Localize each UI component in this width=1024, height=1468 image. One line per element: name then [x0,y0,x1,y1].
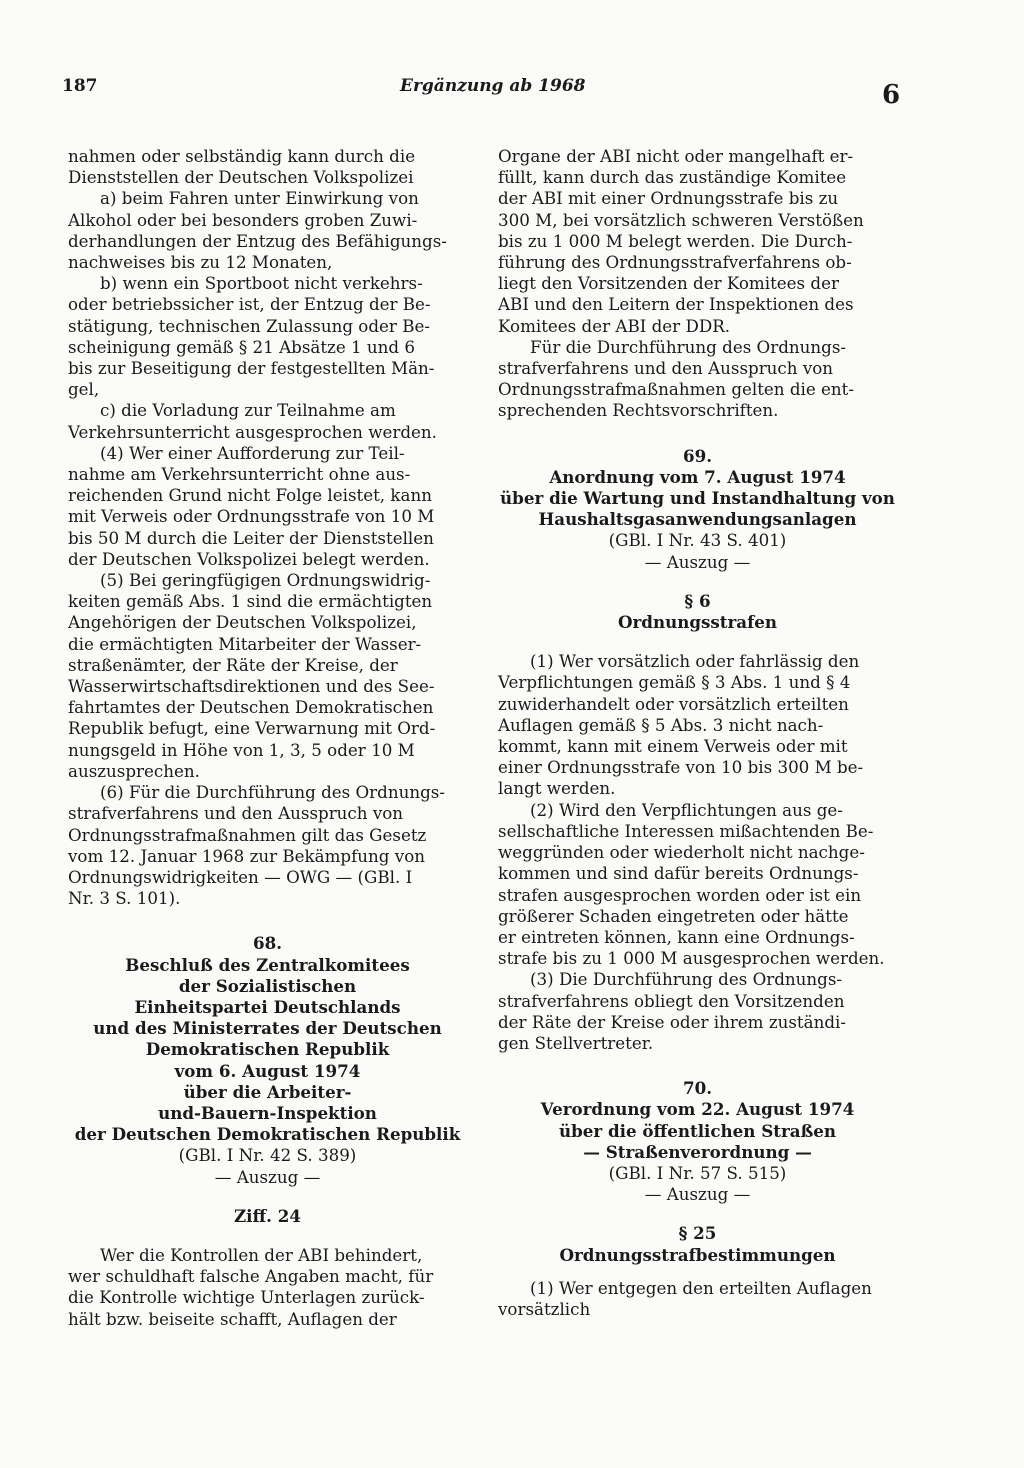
page-number: 187 [62,76,98,96]
paragraph: nahmen oder selbständig kann durch die Dienststellen der Deutschen Volkspolizei [68,146,416,188]
paragraph: Für die Durchführung des Ordnungs- strafverfahrens und den Ausspruch von Ordnungsstrafmaßnahmen gelten die ent- sprechenden Rechtsvorschriften. [498,336,855,421]
paragraph-number: § 6 [684,590,711,611]
extract-label: — Auszug — [644,551,751,572]
paragraph: b) wenn ein Sportboot nicht verkehrs- oder betriebssicher ist, der Entzug der Be- stätigung, technischen Zulassung oder Be- scheinigung gemäß § 21 Absätze 1 und 6 bis zur Beseitigung der festgestellten Män- gel, [68,273,435,400]
paragraph: a) beim Fahren unter Einwirkung von Alkohol oder bei besonders groben Zuwi- derhandlungen der Entzug des Befähigungs- nachweises bis zu 12 Monaten, [68,188,447,273]
left-column [68,146,467,1330]
paragraph: (2) Wird den Verpflichtungen aus ge- sellschaftliche Interessen mißachtenden Be- weggründen oder wiederholt nicht nachge- kommen und sind dafür bereits Ordnungs- strafen ausgesprochen worden oder ist ein größerer Schaden eingetreten oder hätte er eintreten können, kann eine Ordnungs- strafe bis zu 1 000 M ausgesprochen werden. [498,799,885,969]
paragraph: Organe der ABI nicht oder mangelhaft er- füllt, kann durch das zuständige Komitee der ABI mit einer Ordnungsstrafe bis zu 300 M, bei vorsätzlich schweren Verstößen bis zu 1 000 M belegt werden. Die Durch- führung des Ordnungsstrafverfahrens ob- liegt den Vorsitzenden der Komitees der ABI und den Leitern der Inspektionen des Komitees der ABI der DDR. [498,146,864,336]
gazette-reference: (GBl. I Nr. 57 S. 515) [608,1162,787,1183]
section-title: Verordnung vom 22. August 1974 über die öffentlichen Straßen — Straßenverordnung — [540,1099,855,1162]
paragraph: Wer die Kontrollen der ABI behindert, wer schuldhaft falsche Angaben macht, für die Kontrolle wichtige Unterlagen zurück- hält bzw. beiseite schafft, Auflagen der [68,1244,434,1329]
paragraph: (3) Die Durchführung des Ordnungs- strafverfahrens obliegt den Vorsitzenden der Räte der Kreise oder ihrem zuständi- gen Stellvertreter. [498,969,846,1053]
section-number: 68. [252,933,283,954]
paragraph: c) die Vorladung zur Teilnahme am Verkehrsunterricht ausgesprochen werden. [68,400,437,442]
paragraph-title: Ordnungsstrafen [617,612,778,633]
paragraph: (4) Wer einer Aufforderung zur Teil- nahme am Verkehrsunterricht ohne aus- reichenden Grund nicht Folge leistet, kann mit Verweis oder Ordnungsstrafe von 10 M bis 50 M durch die Leiter der Dienststellen der Deutschen Volkspolizei belegt werden. [68,442,435,569]
section-title: Beschluß des Zentralkomitees der Sozialistischen Einheitspartei Deutschlands und des Ministerrates der Deutschen Demokratischen Republik vom 6. August 1974 über die Arbeiter- und-Bauern-Inspektion der Deutschen Demokratischen Republik [74,954,461,1145]
clause-heading: Ziff. 24 [233,1205,302,1226]
extract-label: — Auszug — [644,1184,751,1205]
section-number: 69. [682,445,713,466]
paragraph-title: Ordnungsstrafbestimmungen [559,1244,836,1265]
right-column [498,146,897,1320]
gazette-reference: (GBl. I Nr. 42 S. 389) [178,1145,357,1166]
paragraph: (1) Wer entgegen den erteilten Auflagen vorsätzlich [498,1277,872,1319]
running-header: Ergänzung ab 1968 [400,76,586,96]
paragraph: (6) Für die Durchführung des Ordnungs- strafverfahrens und den Ausspruch von Ordnungsstrafmaßnahmen gilt das Gesetz vom 12. Januar 1968 zur Bekämpfung von Ordnungswidrigkeiten — OWG — (GBl. I Nr. 3 S. 101). [68,782,445,909]
paragraph: (1) Wer vorsätzlich oder fahrlässig den Verpflichtungen gemäß § 3 Abs. 1 und § 4 zuwiderhandelt oder vorsätzlich erteilten Auflagen gemäß § 5 Abs. 3 nicht nach- kommt, kann mit einem Verweis oder mit einer Ordnungsstrafe von 10 bis 300 M be- langt werden. [498,651,864,799]
paragraph-number: § 25 [678,1223,717,1244]
section-number: 6 [882,80,901,110]
gazette-reference: (GBl. I Nr. 43 S. 401) [608,530,787,551]
extract-label: — Auszug — [214,1166,321,1187]
section-number: 70. [682,1078,713,1099]
paragraph: (5) Bei geringfügigen Ordnungswidrig- keiten gemäß Abs. 1 sind die ermächtigten Angehörigen der Deutschen Volkspolizei, die ermächtigten Mitarbeiter der Wasser- straßenämter, der Räte der Kreise, der Wasserwirtschaftsdirektionen und des See- fahrtamtes der Deutschen Demokratischen Republik befugt, eine Verwarnung mit Ord- nungsgeld in Höhe von 1, 3, 5 oder 10 M auszusprechen. [68,570,436,781]
section-title: Anordnung vom 7. August 1974 über die Wartung und Instandhaltung von Haushaltsgasanwendungsanlagen [500,466,895,530]
